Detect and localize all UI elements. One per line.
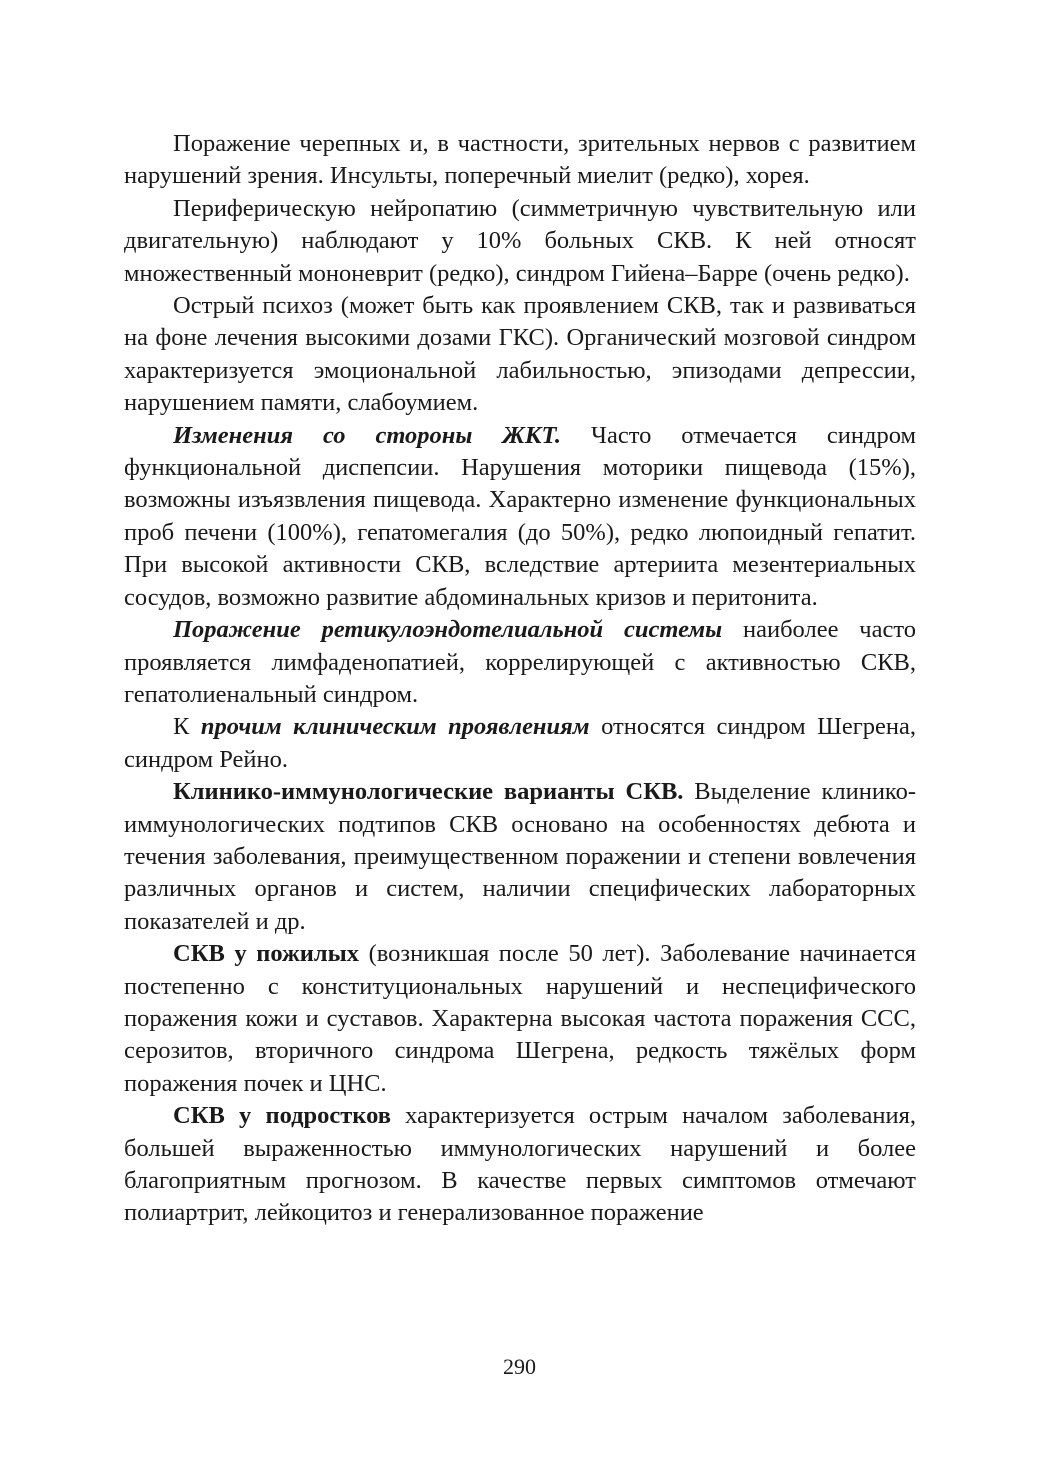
paragraph-text: Часто отмечается синдром функциональной диспепсии. Нарушения моторики пищевода (15%), возможны изъязвления пищевода. Характерно изменение функциональных проб печени (100%), гепатомегалия (до 50%), редко люпоидный гепатит. При высокой активности СКВ, вследствие артериита мезентериальных сосудов, возможно развитие абдоминальных кризов и перитонита. (124, 421, 916, 611)
page-body (124, 128, 916, 1230)
paragraph-text: относятся синдром Шегрена, синдром Рейно. (124, 713, 917, 773)
paragraph-clinical-variants (124, 776, 916, 938)
paragraph-text: наиболее часто проявляется лимфаденопатией, коррелирующей с активностью СКВ, гепатолиенальный синдром. (124, 616, 917, 708)
paragraph-text: характеризуется острым началом заболевания, большей выраженностью иммунологических нарушений и более благоприятным прогнозом. В качестве первых симптомов отмечают полиартрит, лейкоцитоз и генерализованное поражение (124, 1102, 916, 1227)
section-heading-variants: Клинико-иммунологические варианты СКВ. (173, 778, 684, 806)
paragraph-text: Выделение клинико-иммунологических подтипов СКВ основано на особенностях дебюта и течения заболевания, преимущественном поражении и степени вовлечения различных органов и систем, наличии специфических лабораторных показателей и др. (124, 778, 917, 935)
section-lead-other: прочим клиническим проявлениям (200, 713, 590, 741)
page-number: 290 (503, 1354, 536, 1379)
paragraph-prefix: К (173, 713, 201, 741)
paragraph-adolescents (124, 1100, 916, 1230)
paragraph-text: Поражение черепных и, в частности, зрительных нервов с развитием нарушений зрения. Инсульты, поперечный миелит (редко), хорея. (124, 130, 916, 190)
paragraph-reticuloendothelial (124, 614, 916, 711)
paragraph-text: Острый психоз (может быть как проявлением СКВ, так и развиваться на фоне лечения высокими дозами ГКС). Органический мозговой синдром характеризуется эмоциональной лабильностью, эпизодами депрессии, нарушением памяти, слабоумием. (124, 292, 916, 417)
paragraph-other-manifestations (124, 711, 916, 776)
paragraph-peripheral-neuropathy (124, 193, 916, 290)
paragraph-gi-changes (124, 420, 916, 614)
section-heading-elderly: СКВ у пожилых (173, 940, 359, 968)
paragraph-elderly (124, 938, 916, 1100)
section-lead-gi: Изменения со стороны ЖКТ. (173, 421, 562, 449)
paragraph-cranial-nerves (124, 128, 916, 193)
paragraph-psychosis (124, 290, 916, 420)
paragraph-text: (возникшая после 50 лет). Заболевание начинается постепенно с конституциональных нарушений и неспецифического поражения кожи и суставов. Характерна высокая частота поражения ССС, серозитов, вторичного синдрома Шегрена, редкость тяжёлых форм поражения почек и ЦНС. (124, 940, 917, 1097)
paragraph-text: Периферическую нейропатию (симметричную чувствительную или двигательную) наблюдают у 10% больных СКВ. К ней относят множественный мононеврит (редко), синдром Гийена–Барре (очень редко). (124, 194, 916, 287)
section-heading-adolescents: СКВ у подростков (173, 1102, 391, 1130)
section-lead-reticuloendothelial: Поражение ретикулоэндотелиальной системы (173, 616, 723, 644)
